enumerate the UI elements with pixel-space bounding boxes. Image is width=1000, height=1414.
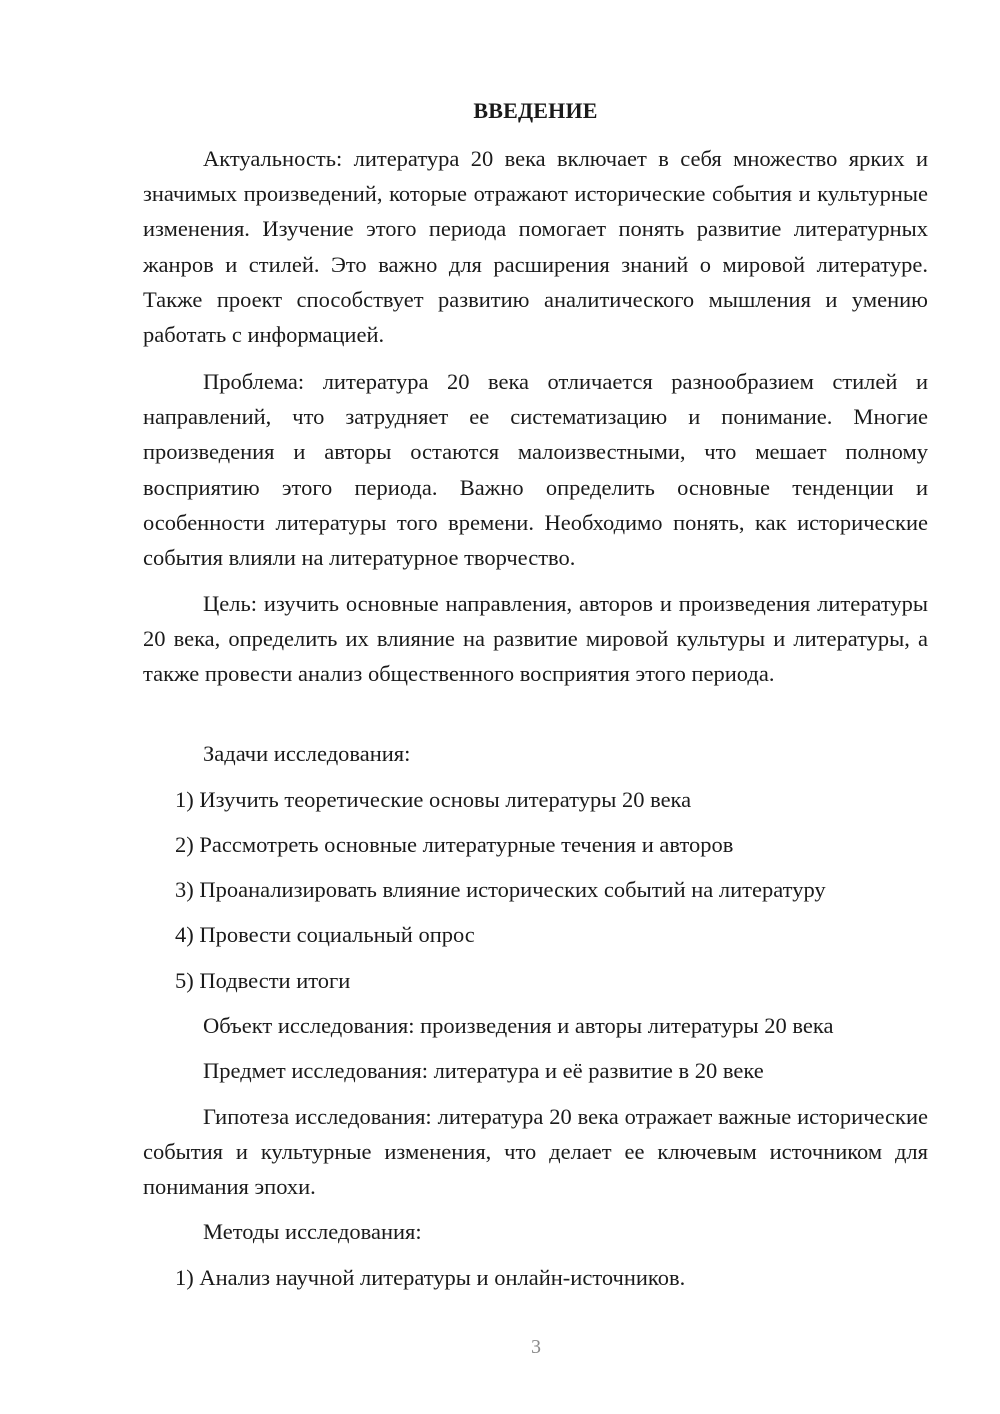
method-item-1: 1) Анализ научной литературы и онлайн-источников.: [175, 1265, 686, 1290]
paragraph-goal: Цель: изучить основные направления, авторов и произведения литературы 20 века, определить их влияние на развитие мировой культуры и литературы, а также провести анализ общественного восприятия этого периода.: [143, 591, 928, 687]
task-item-5: 5) Подвести итоги: [175, 968, 351, 993]
task-item-4: 4) Провести социальный опрос: [175, 922, 475, 947]
paragraph-relevance: Актуальность: литература 20 века включает в себя множество ярких и значимых произведений, которые отражают исторические события и культурные изменения. Изучение этого периода помогает понять развитие литературных жанров и стилей. Это важно для расширения знаний о мировой литературе. Также проект способствует развитию аналитического мышления и умению работать с информацией.: [143, 146, 928, 348]
page-number: 3: [531, 1336, 541, 1358]
research-subject: Предмет исследования: литература и её развитие в 20 веке: [203, 1058, 764, 1083]
paragraph-hypothesis: Гипотеза исследования: литература 20 века отражает важные исторические события и культурные изменения, что делает ее ключевым источником для понимания эпохи.: [143, 1104, 928, 1200]
paragraph-problem: Проблема: литература 20 века отличается разнообразием стилей и направлений, что затрудняет ее систематизацию и понимание. Многие произведения и авторы остаются малоизвестными, что мешает полному восприятию этого периода. Важно определить основные тенденции и особенности литературы того времени. Необходимо понять, как исторические события влияли на литературное творчество.: [143, 369, 928, 571]
section-title: ВВЕДЕНИЕ: [473, 98, 598, 123]
tasks-heading: Задачи исследования:: [203, 741, 411, 766]
task-item-3: 3) Проанализировать влияние исторических событий на литературу: [175, 877, 826, 902]
research-object: Объект исследования: произведения и авторы литературы 20 века: [203, 1013, 834, 1038]
task-item-2: 2) Рассмотреть основные литературные течения и авторов: [175, 832, 734, 857]
methods-heading: Методы исследования:: [203, 1219, 422, 1244]
task-item-1: 1) Изучить теоретические основы литературы 20 века: [175, 787, 692, 812]
